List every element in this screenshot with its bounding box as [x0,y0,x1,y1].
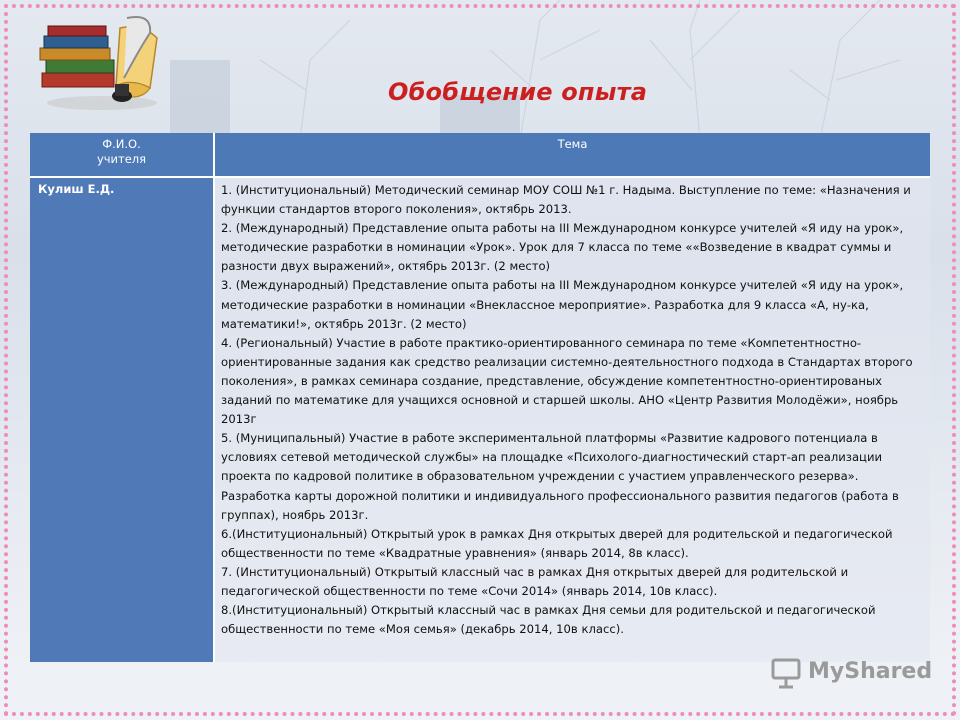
topic-item: 7. (Институциональный) Открытый классный час в рамках Дня открытых дверей для родительской и педагогической общественности по теме «Сочи 2014» (январь 2014, 10в класс). [221,564,849,598]
topic-list [221,181,926,639]
page-title: Обобщение опыта [388,78,648,106]
header-topic [215,133,930,178]
topic-item: 6.(Институциональный) Открытый урок в рамках Дня открытых дверей для родительской и педагогической общественности по теме «Квадратные уравнения» (январь 2014, 8в класс). [221,526,893,560]
books-and-scroll-icon [32,8,172,113]
header-topic-label: Тема [557,137,588,151]
topic-item: 4. (Региональный) Участие в работе практико-ориентированного семинара по теме «Компетентностно-ориентированные задания как средство реализации системно-деятельностного подхода в Стандартах второго поколения», в рамках семинара создание, представление, обсуждение компетентностно-ориентированых заданий по математике для учащихся основной и старшей школы. АНО «Центр Развития Молодёжи», ноябрь 2013г [221,335,913,427]
topic-item: 2. (Международный) Представление опыта работы на III Международном конкурсе учителей «Я иду на урок», методические разработки в номинации «Урок». Урок для 7 класса по теме ««Возведение в квадрат суммы и разности двух выражений», октябрь 2013г. (2 место) [221,221,904,274]
watermark [770,656,933,694]
topic-item: 1. (Институциональный) Методический семинар МОУ СОШ №1 г. Надыма. Выступление по теме: «Назначения и функции стандартов второго поколения», октябрь 2013. [221,183,911,217]
watermark-text: MyShared [808,659,933,684]
teacher-name: Кулиш Е.Д. [38,182,115,196]
experience-table [30,133,930,662]
header-fio-line1: Ф.И.О. [102,137,141,151]
presentation-icon [770,656,804,690]
header-fio [30,133,215,178]
header-fio-line2: учителя [96,152,147,166]
topic-item: 3. (Международный) Представление опыта работы на III Международном конкурсе учителей «Я иду на урок», методические разработки в номинации «Внеклассное мероприятие». Разработка для 9 класса «А, ну-ка, математики!», октябрь 2013г. (2 место) [221,278,904,331]
topic-cell [215,178,930,662]
topic-item: 8.(Институциональный) Открытый классный час в рамках Дня семьи для родительской и педагогической общественности по теме «Моя семья» (декабрь 2014, 10в класс). [221,603,876,637]
topic-item: 5. (Муниципальный) Участие в работе экспериментальной платформы «Развитие кадрового потенциала в условиях сетевой методической службы» на площадке «Психолого-диагностический старт-ап реализации проекта по кадровой политике в образовательном учреждении с участием управленческого резерва». Разработка карты дорожной политики и индивидуального профессионального развития педагогов (работа в группах), ноябрь 2013г. [221,431,899,522]
teacher-cell [30,178,215,662]
